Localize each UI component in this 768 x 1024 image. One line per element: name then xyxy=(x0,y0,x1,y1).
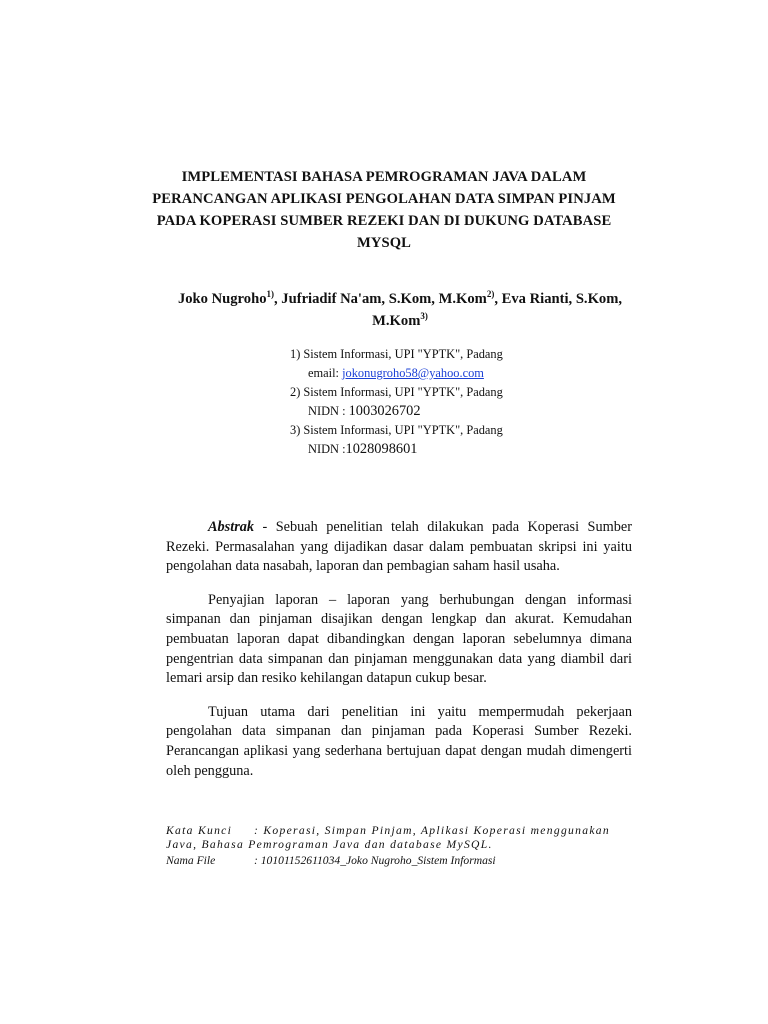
email-link[interactable]: jokonugroho58@yahoo.com xyxy=(342,366,484,380)
author-line-2 xyxy=(160,310,640,332)
abstract-paragraph-3: Tujuan utama dari penelitian ini yaitu mempermudah pekerjaan pengolahan data simpanan dan pinjaman pada Koperasi Sumber Rezeki. Perancangan aplikasi yang sederhana bertujuan dapat dengan mudah dimengerti oleh pengguna. xyxy=(166,703,632,779)
author-sup-2: 2) xyxy=(486,289,495,299)
affiliations xyxy=(290,345,590,459)
paper-title xyxy=(150,166,618,254)
title-line-2: PERANCANGAN APLIKASI PENGOLAHAN DATA SIMPAN PINJAM xyxy=(152,191,616,207)
author-name-3: Eva Rianti, S.Kom, xyxy=(501,291,623,307)
file-name-label: Nama File xyxy=(166,854,216,867)
title-line-4: MYSQL xyxy=(356,235,411,251)
keywords-line-1 xyxy=(166,824,636,838)
author-line-1 xyxy=(160,288,640,310)
author-list xyxy=(160,288,640,332)
affiliation-3: 3) Sistem Informasi, UPI "YPTK", Padang xyxy=(290,423,503,437)
abstract-text-1: - Sebuah penelitian telah dilakukan pada Koperasi Sumber Rezeki. Permasalahan yang dijadikan dasar dalam pembuatan skripsi ini yaitu pengolahan data nasabah, laporan dan pembagian saham hasil usaha. xyxy=(166,519,632,575)
keywords-text-1: : Koperasi, Simpan Pinjam, Aplikasi Koperasi menggunakan xyxy=(254,824,610,837)
title-line-1: IMPLEMENTASI BAHASA PEMROGRAMAN JAVA DALAM xyxy=(181,169,587,185)
nidn-label-3: NIDN : xyxy=(308,442,346,456)
author-sup-4: 3) xyxy=(420,311,428,321)
keywords-label: Kata Kunci xyxy=(166,824,233,837)
nidn-line-2 xyxy=(290,402,590,421)
email-label: email: xyxy=(308,366,343,380)
author-name-1: Joko Nugroho xyxy=(177,291,267,307)
nidn-line-3 xyxy=(290,440,590,459)
file-name-value: : 10101152611034_Joko Nugroho_Sistem Informasi xyxy=(254,854,496,867)
author-sup-1: 1) xyxy=(266,289,274,299)
affiliation-1: 1) Sistem Informasi, UPI "YPTK", Padang xyxy=(290,347,503,361)
author-name-4: M.Kom xyxy=(372,313,421,329)
abstract-paragraph-2: Penyajian laporan – laporan yang berhubungan dengan informasi simpanan dan pinjaman disajikan dengan lengkap dan akurat. Kemudahan pembuatan laporan dapat dibandingkan dengan laporan sebelumnya dimana pengentrian data simpanan dan pinjaman menggunakan data yang diambil dari lemari arsip dan resiko kehilangan datapun cukup besar. xyxy=(166,591,632,687)
affiliation-2: 2) Sistem Informasi, UPI "YPTK", Padang xyxy=(290,385,503,399)
nidn-value-2: 1003026702 xyxy=(348,403,421,419)
abstract-paragraph-1 xyxy=(166,518,632,577)
nidn-value-3: 1028098601 xyxy=(345,441,418,457)
abstract-section xyxy=(166,518,632,795)
file-name-line xyxy=(166,854,636,868)
author-sep-2: , xyxy=(494,291,502,307)
title-line-3: PADA KOPERASI SUMBER REZEKI DAN DI DUKUNG DATABASE xyxy=(156,213,612,229)
nidn-label-2: NIDN : xyxy=(308,404,349,418)
author-name-2: Jufriadif Na'am, S.Kom, M.Kom xyxy=(281,291,487,307)
keywords-section xyxy=(166,824,636,868)
author-sep-1: , xyxy=(274,291,282,307)
abstract-lead: Abstrak xyxy=(208,519,255,535)
email-line xyxy=(290,364,590,383)
keywords-line-2: Java, Bahasa Pemrograman Java dan database MySQL. xyxy=(166,838,493,851)
